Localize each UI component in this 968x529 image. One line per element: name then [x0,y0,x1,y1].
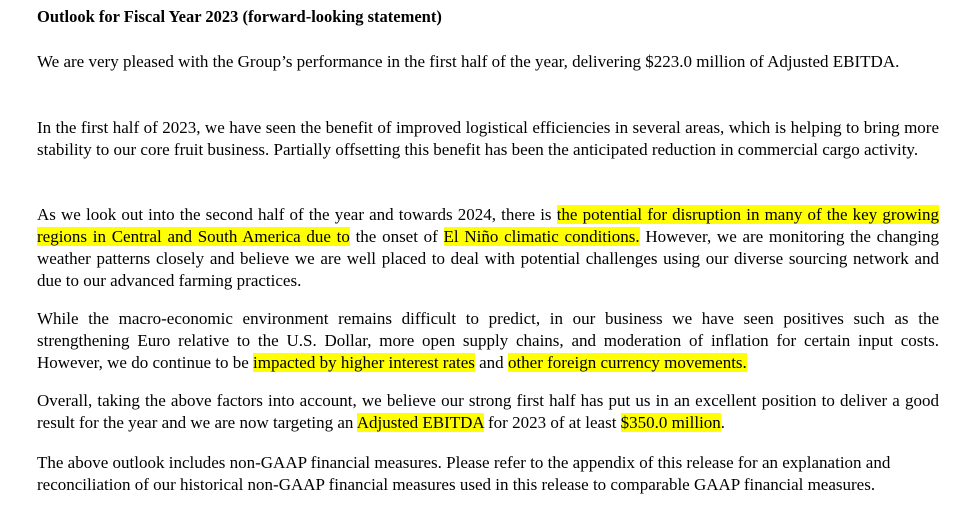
highlighted-text: impacted by higher interest rates [253,353,475,372]
text-span: As we look out into the second half of the year and towards 2024, there is [37,205,557,224]
text-span: . [720,413,726,432]
text-span: for 2023 of at least [483,413,621,432]
text-span: and [474,353,508,372]
paragraph-el-nino [37,204,939,292]
text-span: However, we are monitoring the changing weather patterns closely and believe we are well placed to deal with potential challenges using our diverse sourcing network and due to our advanced farming practices. [37,227,939,290]
paragraph-macro-environment [37,308,939,374]
section-heading: Outlook for Fiscal Year 2023 (forward-looking statement) [37,7,442,26]
paragraph-non-gaap-note [37,452,939,496]
highlighted-text: Adjusted EBITDA [356,413,484,432]
paragraph-targets [37,390,939,434]
text-span: The above outlook includes non-GAAP financial measures. Please refer to the appendix of this release for an explanation and reconciliation of our historical non-GAAP financial measures used in this release to comparable GAAP financial measures. [37,453,891,494]
highlighted-text: the potential for disruption in many of the key growing regions in Central and South America due to [37,205,939,246]
text-span: In the first half of 2023, we have seen the benefit of improved logistical efficiencies in several areas, which is helping to bring more stability to our core fruit business. Partially offsetting this benefit has been the anticipated reduction in commercial cargo activity. [37,118,939,159]
text-span: Overall, taking the above factors into account, we believe our strong first half has put us in an excellent position to deliver a good result for the year and we are now targeting an [37,391,939,432]
paragraph-ebitda-performance [37,51,939,73]
highlighted-text: El Niño climatic conditions. [443,227,640,246]
highlighted-text: other foreign currency movements. [507,353,747,372]
highlighted-text: $350.0 million [620,413,721,432]
text-span: While the macro-economic environment remains difficult to predict, in our business we have seen positives such as the strengthening Euro relative to the U.S. Dollar, more open supply chains, and moderation of inflation for certain input costs. However, we do continue to be [37,309,939,372]
paragraph-logistics [37,117,939,161]
text-span: the onset of [349,227,444,246]
text-span: We are very pleased with the Group’s performance in the first half of the year, delivering $223.0 million of Adjusted EBITDA. [37,52,900,71]
